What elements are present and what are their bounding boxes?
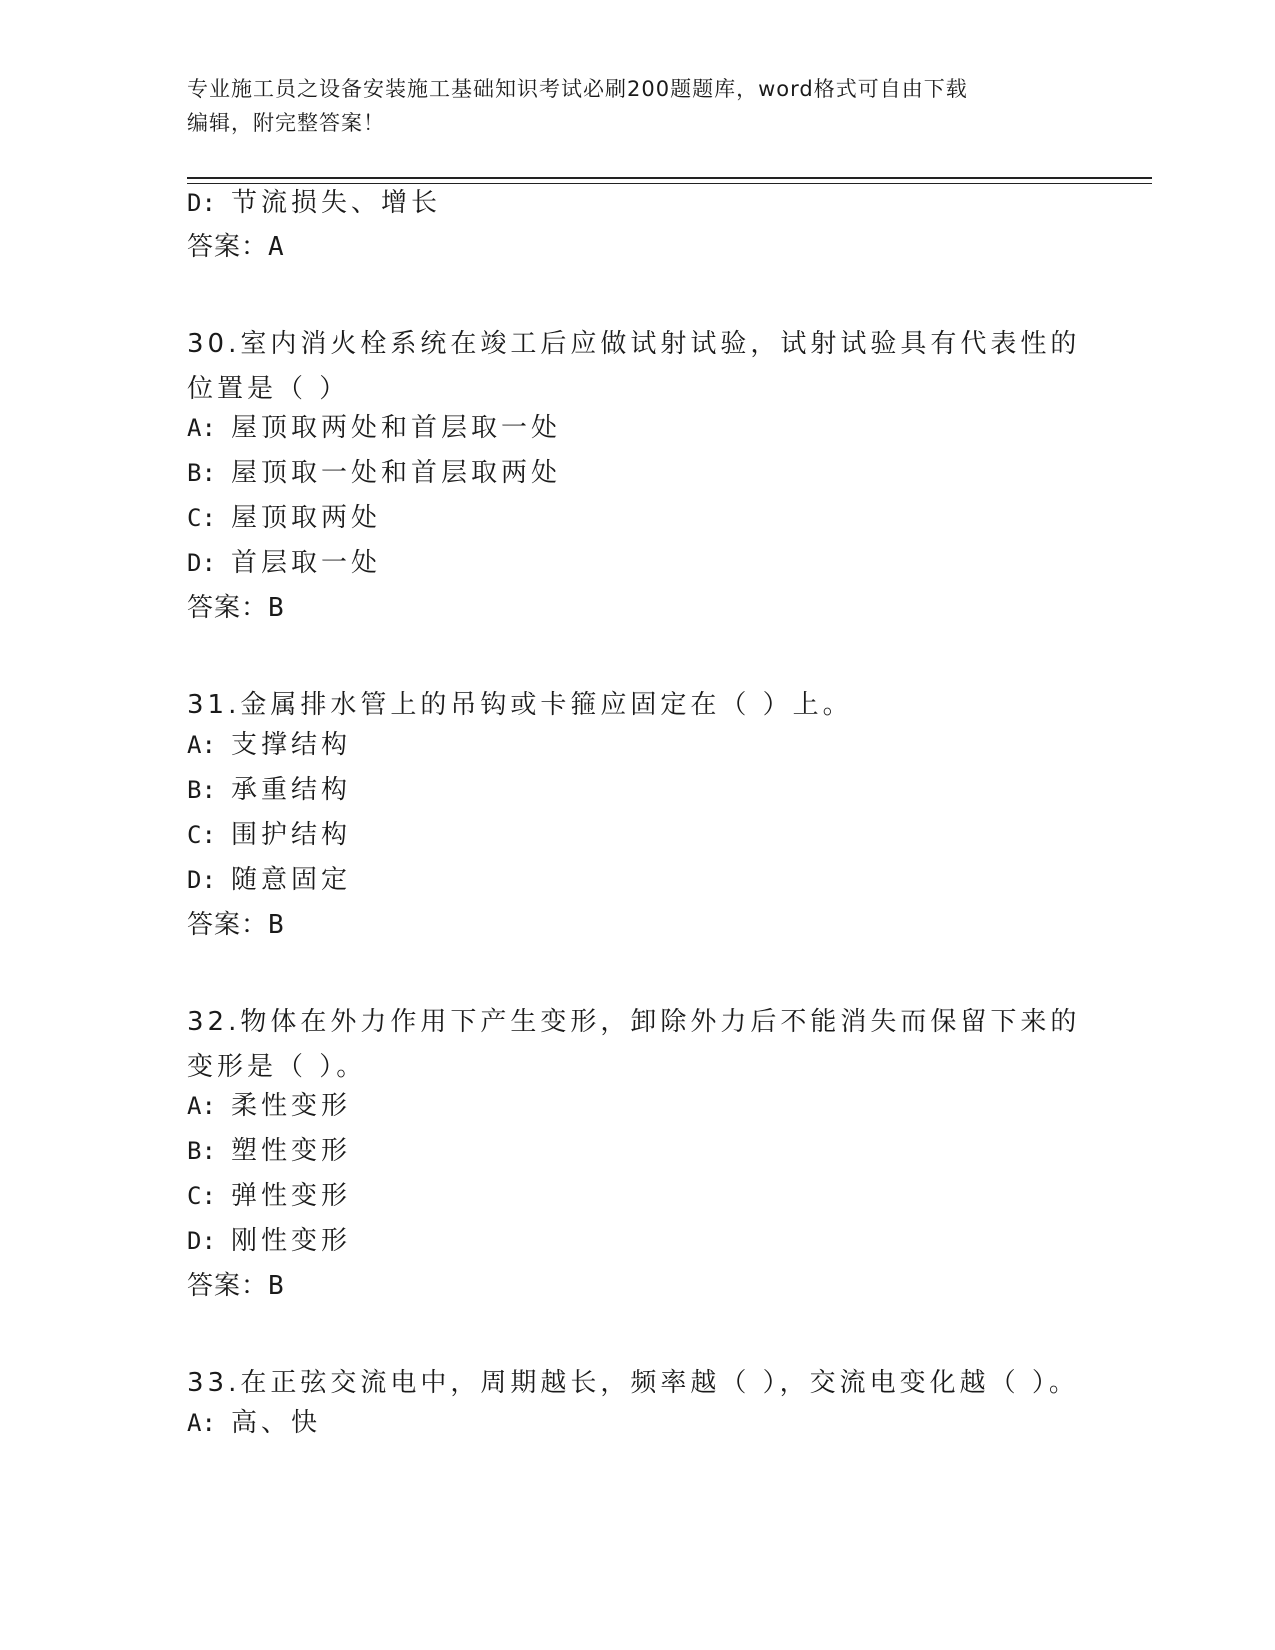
header-divider-thin xyxy=(187,183,1152,184)
option-text: 柔性变形 xyxy=(231,1091,352,1121)
option-label: B: xyxy=(187,459,216,487)
option-text: 节流损失、增长 xyxy=(231,188,442,218)
question-31-option-d xyxy=(187,863,351,897)
header-title-line2: 编辑，附完整答案！ xyxy=(187,111,385,135)
option-text: 支撑结构 xyxy=(231,730,352,760)
question-32-option-b xyxy=(187,1134,351,1168)
option-label: A: xyxy=(187,1092,216,1120)
question-31-option-a xyxy=(187,728,351,762)
question-32-option-c xyxy=(187,1179,351,1213)
question-32-option-d xyxy=(187,1224,351,1258)
option-label: C: xyxy=(187,821,216,849)
option-label: D: xyxy=(187,1227,216,1255)
option-text: 弹性变形 xyxy=(231,1181,352,1211)
option-text: 塑性变形 xyxy=(231,1136,352,1166)
option-label: B: xyxy=(187,1137,216,1165)
option-text: 屋顶取两处 xyxy=(231,503,382,533)
option-text: 刚性变形 xyxy=(231,1226,352,1256)
option-label: D: xyxy=(187,866,216,894)
question-30-option-b xyxy=(187,456,561,490)
question-31-option-c xyxy=(187,818,351,852)
question-31-text: 31.金属排水管上的吊钩或卡箍应固定在（ ）上。 xyxy=(187,690,853,720)
answer-label: 答案： xyxy=(187,593,269,623)
option-text: 首层取一处 xyxy=(231,548,382,578)
header-divider-thick xyxy=(187,177,1152,179)
question-32-text: 32.物体在外力作用下产生变形，卸除外力后不能消失而保留下来的变形是（ ）。 xyxy=(187,1007,1081,1082)
question-30-option-d xyxy=(187,546,381,580)
prev-option-d xyxy=(187,186,441,220)
option-text: 屋顶取一处和首层取两处 xyxy=(231,458,562,488)
option-text: 高、快 xyxy=(231,1408,322,1438)
question-30-option-c xyxy=(187,501,381,535)
question-31-option-b xyxy=(187,773,351,807)
option-label: D: xyxy=(187,549,216,577)
option-text: 围护结构 xyxy=(231,820,352,850)
option-text: 承重结构 xyxy=(231,775,352,805)
question-32-answer xyxy=(187,1269,285,1303)
question-33-text: 33.在正弦交流电中，周期越长，频率越（ ），交流电变化越（ ）。 xyxy=(187,1368,1079,1398)
answer-label: 答案： xyxy=(187,910,269,940)
question-30-option-a xyxy=(187,411,561,445)
option-label: A: xyxy=(187,731,216,759)
question-32-option-a xyxy=(187,1089,351,1123)
question-30-text: 30.室内消火栓系统在竣工后应做试射试验，试射试验具有代表性的位置是（ ） xyxy=(187,329,1081,404)
answer-value: B xyxy=(268,1271,285,1301)
option-text: 屋顶取两处和首层取一处 xyxy=(231,413,562,443)
answer-label: 答案： xyxy=(187,1271,269,1301)
option-label: C: xyxy=(187,1182,216,1210)
header-title-line1: 专业施工员之设备安装施工基础知识考试必刷200题题库，word格式可自由下载 xyxy=(187,77,968,101)
prev-answer xyxy=(187,230,285,264)
question-30-answer xyxy=(187,591,285,625)
answer-label: 答案： xyxy=(187,232,269,262)
option-label: B: xyxy=(187,776,216,804)
document-header xyxy=(187,72,1087,140)
option-label: C: xyxy=(187,504,216,532)
answer-value: B xyxy=(268,910,285,940)
option-text: 随意固定 xyxy=(231,865,352,895)
option-label: A: xyxy=(187,1409,216,1437)
option-label: D: xyxy=(187,189,216,217)
option-label: A: xyxy=(187,414,216,442)
answer-value: B xyxy=(268,593,285,623)
question-33-option-a xyxy=(187,1406,321,1440)
answer-value: A xyxy=(268,232,285,262)
question-31-answer xyxy=(187,908,285,942)
